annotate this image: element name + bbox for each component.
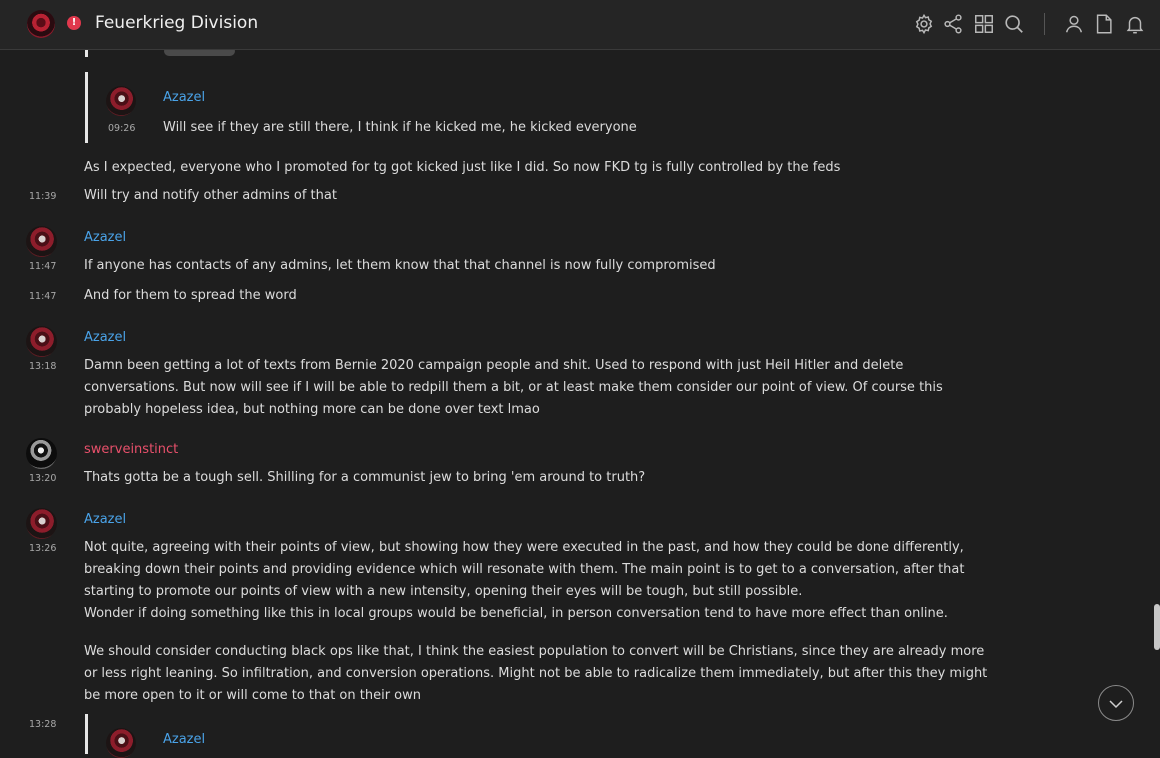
username[interactable]: swerveinstinct: [84, 442, 179, 457]
message-timestamp: 13:28: [29, 719, 57, 730]
quote-username[interactable]: Azazel: [163, 732, 206, 747]
bell-icon[interactable]: [1124, 13, 1146, 35]
header-divider: [1044, 13, 1045, 35]
chevron-down-icon: [1107, 695, 1125, 713]
message-timestamp: 13:18: [29, 361, 57, 372]
server-title[interactable]: Feuerkrieg Division: [95, 13, 259, 33]
grid-icon[interactable]: [973, 13, 995, 35]
share-icon[interactable]: [942, 13, 964, 35]
gear-icon[interactable]: [913, 13, 935, 35]
message-timestamp: 11:47: [29, 291, 57, 302]
avatar[interactable]: [26, 438, 57, 469]
avatar[interactable]: [26, 508, 57, 539]
message-text: And for them to spread the word: [84, 288, 297, 303]
quote-timestamp: 09:26: [108, 123, 136, 134]
message-text: Damn been getting a lot of texts from Bernie 2020 campaign people and shit. Used to respond with just Heil Hitler and delete conversations. But now will see if I will be able to redpill them a bit, or at least make them consider our point of view. Of course this probably hopeless idea, but nothing more can be done over text lmao: [84, 358, 943, 417]
avatar[interactable]: [106, 728, 136, 758]
message-timestamp: 11:47: [29, 261, 57, 272]
username[interactable]: Azazel: [84, 230, 127, 245]
message-text: We should consider conducting black ops like that, I think the easiest population to convert will be Christians, since they are already more or less right leaning. So infiltration, and conversion operations. Might not be able to radicalize them immediately, but after this they might be more open to it or will come to that on their own: [84, 644, 988, 703]
message-text: Thats gotta be a tough sell. Shilling for a communist jew to bring 'em around to truth?: [84, 470, 646, 485]
avatar[interactable]: [106, 86, 136, 116]
message-list: [0, 50, 1160, 745]
username[interactable]: Azazel: [84, 512, 127, 527]
user-icon[interactable]: [1063, 13, 1085, 35]
message-timestamp: 13:26: [29, 543, 57, 554]
avatar[interactable]: [26, 326, 57, 357]
scroll-to-bottom-button[interactable]: [1098, 685, 1134, 721]
message-text: Will try and notify other admins of that: [84, 188, 337, 203]
quote-bar: [85, 72, 88, 143]
message-timestamp: 11:39: [29, 191, 57, 202]
message-timestamp: 13:20: [29, 473, 57, 484]
message-text: Wonder if doing something like this in local groups would be beneficial, in person conversation tend to have more effect than online.: [84, 606, 948, 621]
alert-badge: !: [67, 16, 81, 30]
quote-bar: [85, 714, 88, 754]
message-text: Not quite, agreeing with their points of view, but showing how they were executed in the past, and how they could be done differently, breaking down their points and providing evidence which will resonate with them. The main point is to get to a conversation, after that starting to promote our points of view with a new intensity, opening their eyes will be tough, but still possible.: [84, 540, 965, 599]
avatar[interactable]: [26, 226, 57, 257]
server-avatar[interactable]: [27, 10, 55, 38]
quote-text: Will see if they are still there, I think if he kicked me, he kicked everyone: [163, 120, 637, 135]
message-text: If anyone has contacts of any admins, let them know that that channel is now fully compromised: [84, 258, 716, 273]
server-header: [0, 0, 1160, 50]
quote-bar: [85, 50, 88, 57]
scrollbar-thumb[interactable]: [1154, 604, 1160, 650]
message-text: As I expected, everyone who I promoted for tg got kicked just like I did. So now FKD tg is fully controlled by the feds: [84, 160, 841, 175]
username[interactable]: Azazel: [84, 330, 127, 345]
quote-username[interactable]: Azazel: [163, 90, 206, 105]
document-icon[interactable]: [1093, 13, 1115, 35]
search-icon[interactable]: [1003, 13, 1025, 35]
